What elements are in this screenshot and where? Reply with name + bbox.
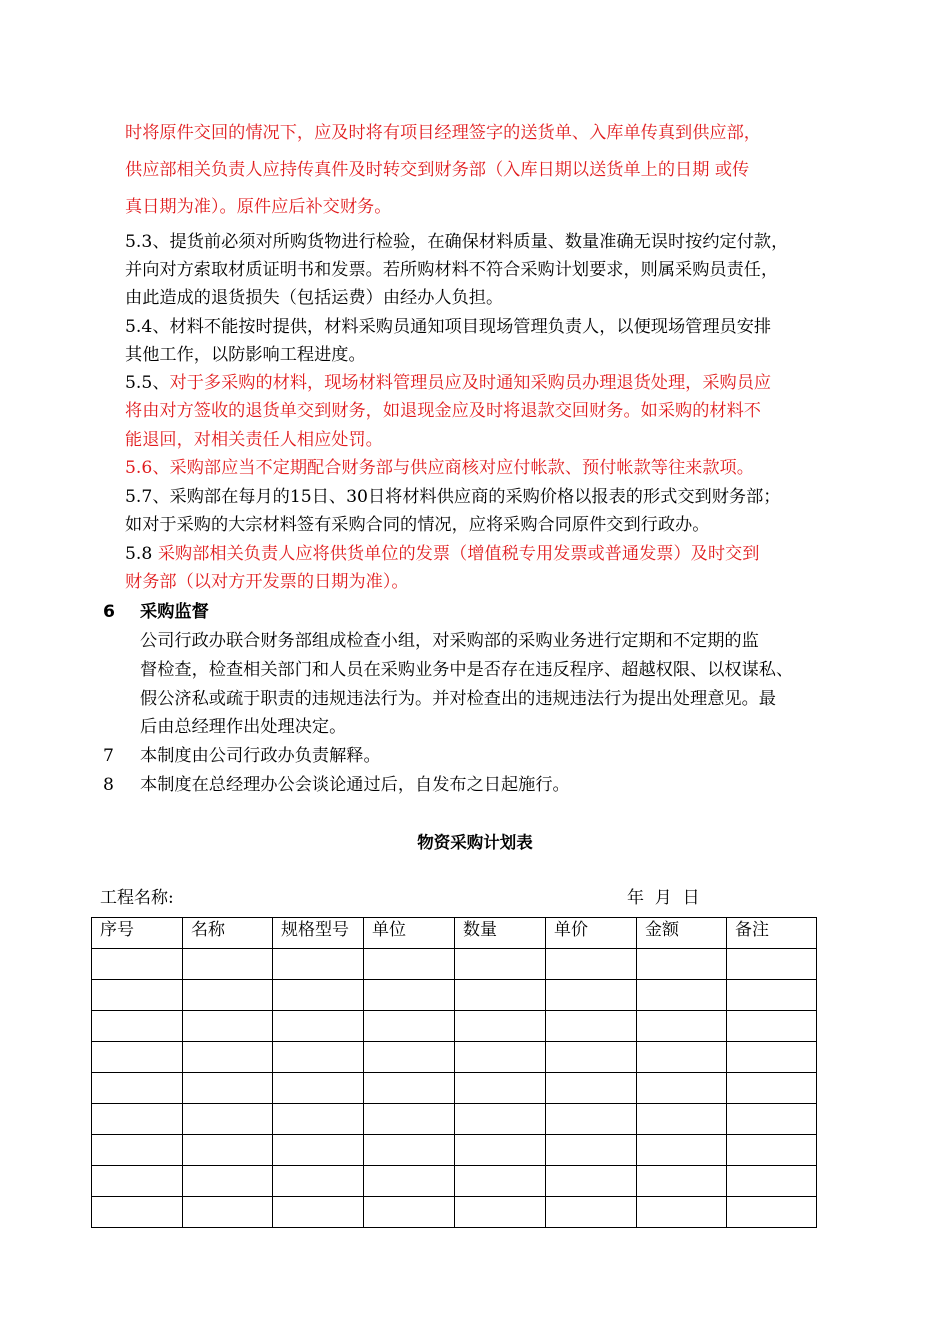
table-cell	[92, 1073, 183, 1104]
table-cell	[364, 1073, 455, 1104]
table-cell	[183, 949, 273, 980]
table-cell	[92, 1197, 183, 1228]
clause-5-8-line	[125, 541, 759, 567]
table-cell	[455, 1042, 546, 1073]
table-cell	[637, 1135, 727, 1166]
section-6-line: 公司行政办联合财务部组成检查小组，对采购部的采购业务进行定期和不定期的监	[140, 631, 759, 651]
table-cell	[273, 1104, 364, 1135]
table-cell	[273, 980, 364, 1011]
clause-5-7-line: 如对于采购的大宗材料签有采购合同的情况，应将采购合同原件交到行政办。	[125, 515, 710, 535]
table-cell	[727, 980, 817, 1011]
table-cell	[273, 949, 364, 980]
table-cell	[546, 1135, 637, 1166]
clause-5-5-line: 能退回，对相关责任人相应处罚。	[125, 430, 383, 450]
table-cell	[455, 980, 546, 1011]
column-header: 备注	[727, 918, 817, 949]
text-line: 时将原件交回的情况下，应及时将有项目经理签字的送货单、入库单传真到供应部，	[125, 123, 761, 143]
table-cell	[183, 1042, 273, 1073]
column-header: 单位	[364, 918, 455, 949]
table-cell	[455, 1197, 546, 1228]
section-heading: 采购监督	[140, 602, 209, 622]
table-row	[92, 980, 817, 1011]
table-cell	[183, 1073, 273, 1104]
table-cell	[455, 949, 546, 980]
table-cell	[364, 1166, 455, 1197]
table-row	[92, 1104, 817, 1135]
column-header: 规格型号	[273, 918, 364, 949]
table-cell	[273, 1073, 364, 1104]
table-cell	[546, 1166, 637, 1197]
clause-number: 5.8	[125, 544, 158, 564]
date-label: 年 月 日	[627, 888, 700, 908]
table-cell	[546, 1011, 637, 1042]
table-cell	[727, 1197, 817, 1228]
table-cell	[727, 1073, 817, 1104]
table-row	[92, 949, 817, 980]
table-cell	[727, 1042, 817, 1073]
table-cell	[364, 949, 455, 980]
table-cell	[273, 1135, 364, 1166]
table-cell	[727, 949, 817, 980]
clause-number: 5.5、	[125, 373, 170, 393]
section-6-line: 后由总经理作出处理决定。	[140, 717, 347, 737]
table-row	[92, 1166, 817, 1197]
column-header: 序号	[92, 918, 183, 949]
section-6-line: 假公济私或疏于职责的违规违法行为。并对检查出的违规违法行为提出处理意见。最	[140, 689, 776, 709]
table-cell	[455, 1166, 546, 1197]
section-7-text: 本制度由公司行政办负责解释。	[140, 746, 381, 766]
column-header: 名称	[183, 918, 273, 949]
table-cell	[637, 1166, 727, 1197]
table-row	[92, 1011, 817, 1042]
table-cell	[92, 1135, 183, 1166]
clause-5-5-line	[125, 370, 771, 396]
table-cell	[364, 1135, 455, 1166]
table-cell	[546, 1042, 637, 1073]
table-cell	[637, 1073, 727, 1104]
section-6-line: 督检查，检查相关部门和人员在采购业务中是否存在违反程序、超越权限、以权谋私、	[140, 660, 794, 680]
table-cell	[637, 1011, 727, 1042]
table-row	[92, 1042, 817, 1073]
table-cell	[546, 980, 637, 1011]
table-cell	[637, 1042, 727, 1073]
table-row	[92, 1197, 817, 1228]
section-number: 6	[103, 602, 115, 622]
clause-text: 对于多采购的材料，现场材料管理员应及时通知采购员办理退货处理，采购员应	[169, 373, 772, 393]
table-cell	[183, 1011, 273, 1042]
table-cell	[455, 1011, 546, 1042]
table-cell	[364, 1042, 455, 1073]
section-number: 8	[103, 775, 114, 795]
table-cell	[183, 980, 273, 1011]
table-cell	[364, 1104, 455, 1135]
table-cell	[92, 1011, 183, 1042]
table-cell	[637, 980, 727, 1011]
text-line: 供应部相关负责人应持传真件及时转交到财务部（入库日期以送货单上的日期 或传	[125, 160, 750, 180]
column-header: 单价	[546, 918, 637, 949]
table-cell	[92, 980, 183, 1011]
table-cell	[455, 1135, 546, 1166]
section-number: 7	[103, 746, 114, 766]
table-cell	[273, 1042, 364, 1073]
table-cell	[637, 1104, 727, 1135]
table-cell	[546, 949, 637, 980]
clause-5-7-line: 5.7、采购部在每月的15日、30日将材料供应商的采购价格以报表的形式交到财务部；	[125, 487, 781, 507]
clause-5-6-line: 5.6、采购部应当不定期配合财务部与供应商核对应付帐款、预付帐款等往来款项。	[125, 458, 754, 478]
table-cell	[183, 1166, 273, 1197]
table-cell	[364, 1011, 455, 1042]
clause-5-5-line: 将由对方签收的退货单交到财务，如退现金应及时将退款交回财务。如采购的材料不	[125, 401, 761, 421]
clause-5-8-line: 财务部（以对方开发票的日期为准）。	[125, 572, 409, 592]
text-line: 真日期为准）。原件应后补交财务。	[125, 197, 392, 217]
column-header: 数量	[455, 918, 546, 949]
clause-5-3-line: 由此造成的退货损失（包括运费）由经办人负担。	[125, 288, 504, 308]
table-cell	[92, 1104, 183, 1135]
table-cell	[183, 1197, 273, 1228]
table-cell	[92, 1042, 183, 1073]
table-cell	[364, 980, 455, 1011]
table-cell	[455, 1073, 546, 1104]
table-cell	[273, 1166, 364, 1197]
clause-text: 采购部相关负责人应将供货单位的发票（增值税专用发票或普通发票）及时交到	[157, 544, 760, 564]
clause-5-3-line: 并向对方索取材质证明书和发票。若所购材料不符合采购计划要求，则属采购员责任，	[125, 260, 779, 280]
clause-5-4-line: 5.4、材料不能按时提供，材料采购员通知项目现场管理负责人，以便现场管理员安排	[125, 317, 772, 337]
clause-5-4-line: 其他工作，以防影响工程进度。	[125, 345, 366, 365]
table-cell	[727, 1135, 817, 1166]
purchase-plan-table	[91, 917, 817, 1228]
table-cell	[92, 949, 183, 980]
table-cell	[364, 1197, 455, 1228]
project-name-label: 工程名称:	[100, 888, 174, 908]
table-cell	[455, 1104, 546, 1135]
table-cell	[92, 1166, 183, 1197]
table-header-row	[92, 918, 817, 949]
table-cell	[546, 1104, 637, 1135]
table-cell	[727, 1011, 817, 1042]
table-cell	[727, 1166, 817, 1197]
clause-5-3-line: 5.3、提货前必须对所购货物进行检验，在确保材料质量、数量准确无误时按约定付款，	[125, 232, 789, 252]
table-row	[92, 1073, 817, 1104]
table-cell	[637, 949, 727, 980]
table-cell	[183, 1104, 273, 1135]
table-row	[92, 1135, 817, 1166]
table-cell	[546, 1073, 637, 1104]
column-header: 金额	[637, 918, 727, 949]
table-cell	[546, 1197, 637, 1228]
table-cell	[273, 1011, 364, 1042]
section-8-text: 本制度在总经理办公会谈论通过后，自发布之日起施行。	[140, 775, 570, 795]
form-title: 物资采购计划表	[417, 833, 533, 852]
table-cell	[183, 1135, 273, 1166]
table-cell	[273, 1197, 364, 1228]
table-cell	[727, 1104, 817, 1135]
table-cell	[637, 1197, 727, 1228]
